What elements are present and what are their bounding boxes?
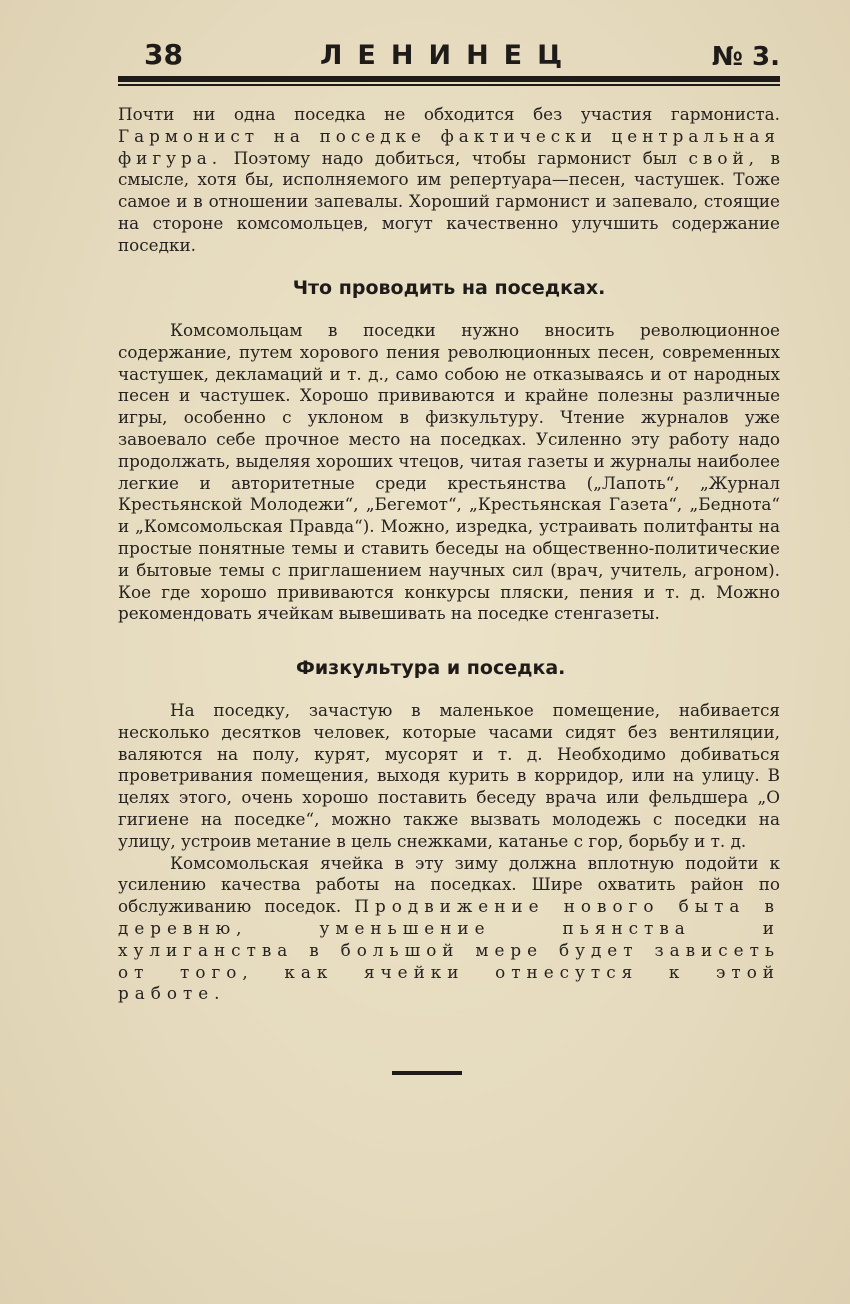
section-1-paragraph: Комсомольцам в поседки нужно вносить революционное содержание, путем хорового пения революционных песен, современных частушек, декламаций и т. д., само собою не отказываясь и от народных песен и частушек. Хорошо прививаются и крайне полезны различные игры, особенно с уклоном в физкультуру. Чтение журналов уже завоевало себе прочное место на поседках. Усиленно эту работу надо продолжать, выделяя хороших чтецов, читая газеты и журналы наиболее легкие и авторитетные среди крестьянства („Лапоть“, „Журнал Крестьянской Молодежи“, „Бегемот“, „Крестьянская Газета“, „Беднота“ и „Комсомольская Правда“). Можно, изредка, устраивать политфанты на простые понятные темы и ставить беседы на общественно-политические и бытовые темы с приглашением научных сил (врач, учитель, агроном). Кое где хорошо прививаются конкурсы пляски, пения и т. д. Можно рекомендовать ячейкам вывешивать на поседке стенгазеты. <box>118 320 780 624</box>
page-number: 38 <box>144 38 183 71</box>
intro-text-3: в смысле, хотя бы, исполняемого им репертуара—песен, частушек. Тоже самое и в отношении запевалы. Хороший гармонист и запевало, стоящие на стороне комсомольцев, могут качественно улучшить содержание поседки. <box>118 147 780 255</box>
issue-number: № 3. <box>711 42 780 72</box>
section-2-paragraph-1: На поседку, зачастую в маленькое помещение, набивается несколько десятков человек, которые часами сидят без вентиляции, валяются на полу, курят, мусорят и т. д. Необходимо добиваться проветривания помещения, выходя курить в корридор, или на улицу. В целях этого, очень хорошо поставить беседу врача или фельдшера „О гигиене на поседке“, можно также вызвать молодежь с поседки на улицу, устроив метание в цель снежками, катанье с гор, борьбу и т. д. <box>118 700 780 851</box>
section-heading-1: Что проводить на поседках. <box>292 277 606 299</box>
section-heading-2: Физкультура и поседка. <box>296 657 566 679</box>
section-1-body <box>118 320 780 625</box>
intro-spaced-2: фигура. <box>118 147 223 168</box>
header-rule-thick <box>118 76 780 82</box>
section-2-paragraph-2 <box>118 853 780 1006</box>
end-rule <box>392 1071 462 1075</box>
intro-spaced-3: свой, <box>688 147 759 168</box>
section-2-body <box>118 700 780 1005</box>
section-2-text: Комсомольская ячейка в эту зиму должна вплотную подойти к усилению качества работы на поседках. Шире охватить район по обслуживанию поседок. <box>118 852 780 917</box>
journal-title: ЛЕНИНЕЦ <box>320 40 578 71</box>
intro-text-2: Поэтому надо добиться, чтобы гармонист был <box>222 147 689 168</box>
intro-paragraph <box>118 104 780 257</box>
intro-text-1: Почти ни одна поседка не обходится без участия гармониста. <box>118 104 780 124</box>
section-2-spaced-text: Продвижение нового быта в деревню, уменьшение пьянства и хулиганства в большой мере будет зависеть от того, как ячейки отнесутся к этой работе. <box>118 896 780 1004</box>
page-header <box>120 38 780 78</box>
intro-spaced-1: Гармонист на поседке фактически центральная <box>118 125 780 146</box>
header-rule-thin <box>118 84 780 86</box>
